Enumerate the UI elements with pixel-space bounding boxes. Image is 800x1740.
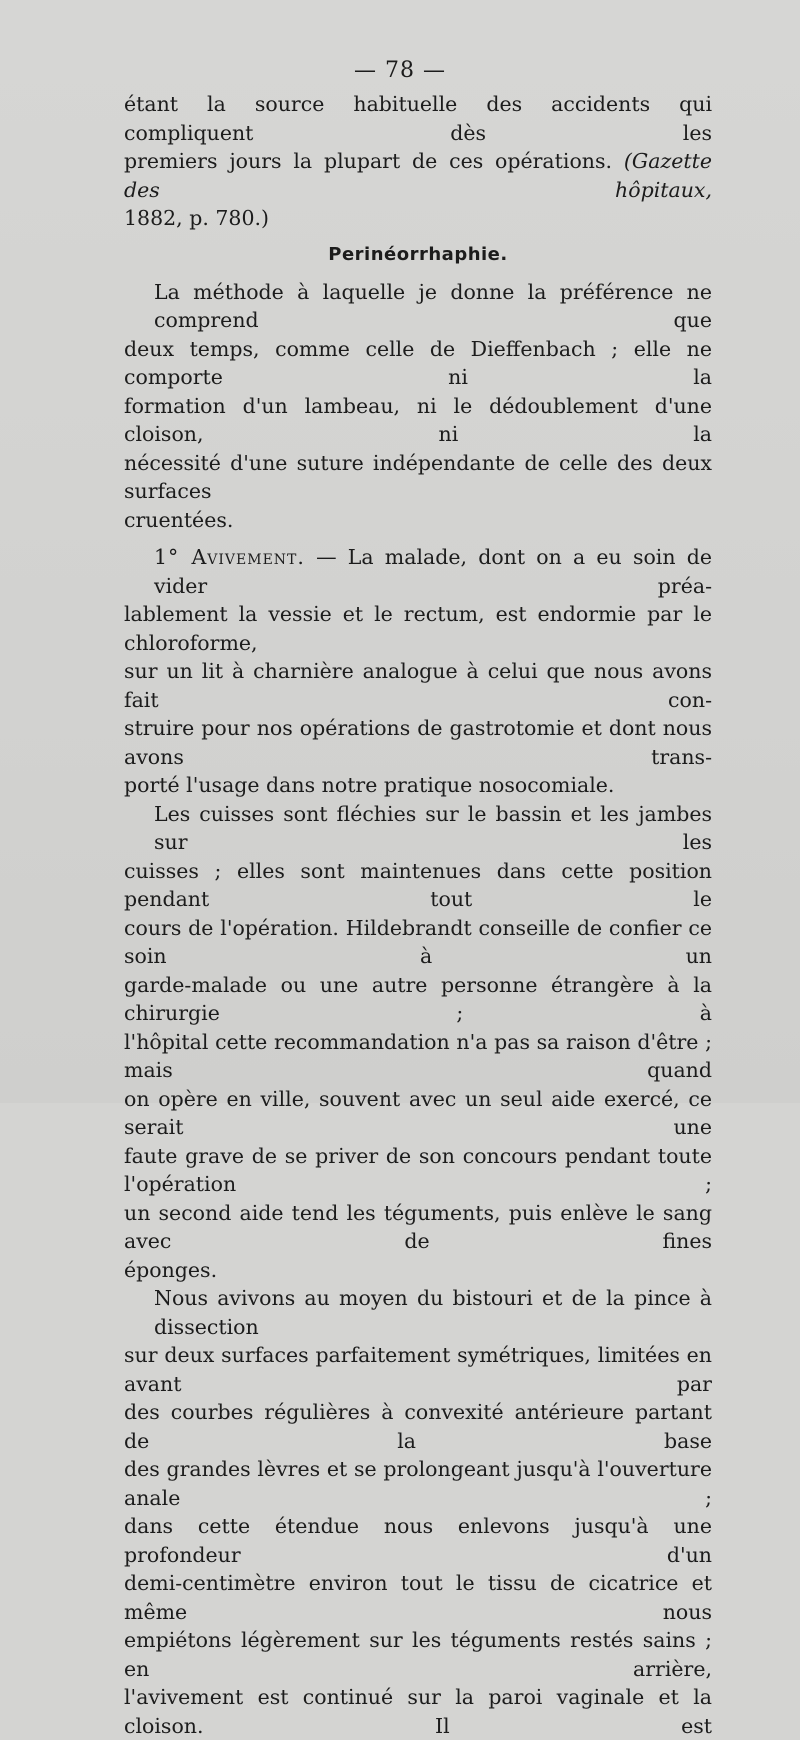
text-line: demi-centimètre environ tout le tissu de cicatrice et même nous bbox=[124, 1571, 712, 1624]
text-line: Nous avivons au moyen du bistouri et de la pince à dissection bbox=[154, 1286, 712, 1339]
text-line: lablement la vessie et le rectum, est endormie par le chloroforme, bbox=[124, 602, 712, 655]
text-line: deux temps, comme celle de Dieffenbach ; elle ne comporte ni la bbox=[124, 336, 712, 389]
text-line: un second aide tend les téguments, puis enlève le sang avec de fines bbox=[124, 1200, 712, 1253]
text-line: sur un lit à charnière analogue à celui que nous avons fait con- bbox=[124, 659, 712, 712]
text-line: struire pour nos opérations de gastrotomie et dont nous avons trans- bbox=[124, 716, 712, 769]
text-line: dans cette étendue nous enlevons jusqu'à une profondeur d'un bbox=[124, 1514, 712, 1567]
text-line: Les cuisses sont fléchies sur le bassin et les jambes sur les bbox=[154, 801, 712, 854]
text-line: 1882, p. 780.) bbox=[124, 206, 270, 230]
text-line: La méthode à laquelle je donne la préférence ne comprend que bbox=[154, 279, 712, 332]
intro-paragraph bbox=[124, 90, 712, 233]
citation: (Gazette des hôpitaux, bbox=[124, 149, 712, 202]
text-line: l'hôpital cette recommandation n'a pas sa raison d'être ; mais quand bbox=[124, 1029, 712, 1082]
page-body bbox=[124, 90, 712, 1740]
text-line: des grandes lèvres et se prolongeant jusqu'à l'ouverture anale ; bbox=[124, 1457, 712, 1510]
text-line: porté l'usage dans notre pratique nosocomiale. bbox=[124, 773, 615, 797]
text-line: sur deux surfaces parfaitement symétriques, limitées en avant par bbox=[124, 1343, 712, 1396]
text-line-part: premiers jours la plupart de ces opérations. bbox=[124, 149, 613, 173]
text-line bbox=[124, 147, 712, 204]
text-line: nécessité d'une suture indépendante de celle des deux surfaces bbox=[124, 450, 712, 503]
text-line: formation d'un lambeau, ni le dédoublement d'une cloison, ni la bbox=[124, 393, 712, 446]
page-number: — 78 — bbox=[354, 58, 446, 83]
subsection-label: 1° Avivement. bbox=[154, 545, 305, 569]
text-line: garde-malade ou une autre personne étrangère à la chirurgie ; à bbox=[124, 972, 712, 1025]
text-line: cruentées. bbox=[124, 507, 234, 532]
text-line: des courbes régulières à convexité antérieure partant de la base bbox=[124, 1400, 712, 1453]
text-line bbox=[124, 543, 712, 600]
text-line: l'avivement est continué sur la paroi vaginale et la cloison. Il est bbox=[124, 1685, 712, 1738]
section-heading: Perinéorrhaphie. bbox=[328, 243, 508, 265]
text-line: éponges. bbox=[124, 1257, 218, 1282]
paragraph-position bbox=[124, 800, 712, 1285]
text-line: on opère en ville, souvent avec un seul aide exercé, ce serait une bbox=[124, 1086, 712, 1139]
text-line: empiétons légèrement sur les téguments restés sains ; en arrière, bbox=[124, 1628, 712, 1681]
text-line: cuisses ; elles sont maintenues dans cette position pendant tout le bbox=[124, 858, 712, 911]
paragraph-method bbox=[124, 278, 712, 535]
paragraph-avivons bbox=[124, 1284, 712, 1740]
paragraph-avivement bbox=[124, 543, 712, 800]
text-line: faute grave de se priver de son concours pendant toute l'opération ; bbox=[124, 1143, 712, 1196]
text-line: cours de l'opération. Hildebrandt conseille de confier ce soin à un bbox=[124, 915, 712, 968]
text-line: étant la source habituelle des accidents qui compliquent dès les bbox=[124, 92, 712, 145]
text-line-part: — La malade, dont on a eu soin de vider préa- bbox=[154, 545, 713, 598]
